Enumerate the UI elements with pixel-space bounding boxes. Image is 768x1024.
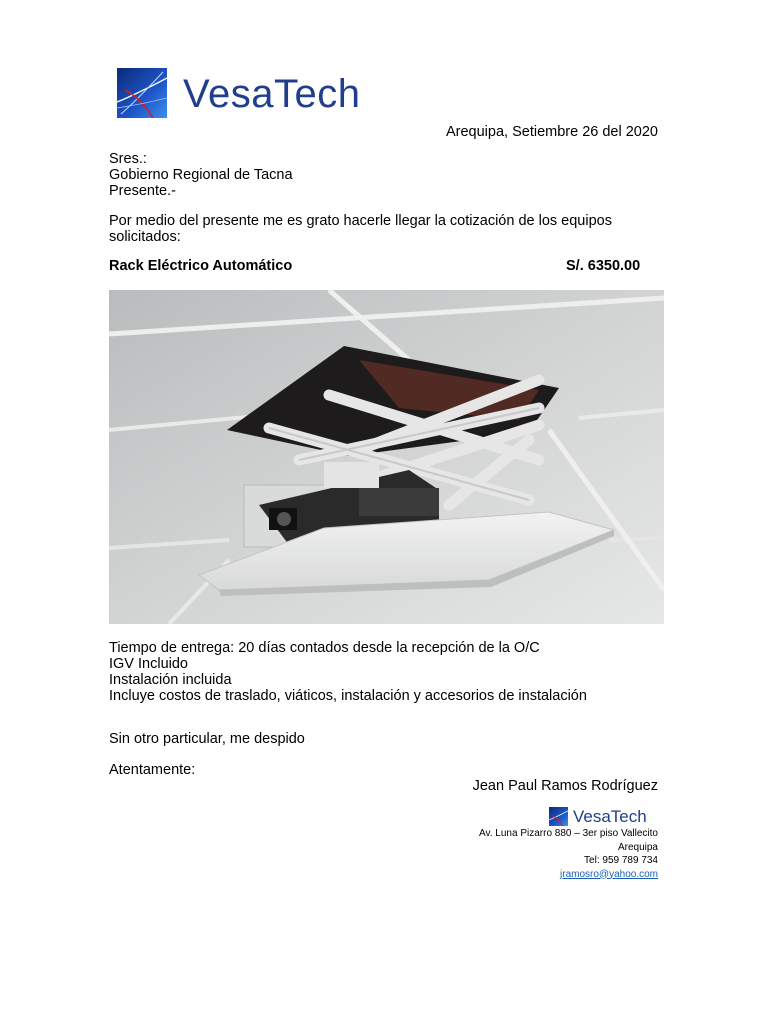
product-photo xyxy=(109,290,664,624)
contact-phone: Tel: 959 789 734 xyxy=(584,855,658,866)
addressee-salutation: Sres.: xyxy=(109,151,147,167)
vesatech-logo-icon xyxy=(117,68,167,118)
date-line: Arequipa, Setiembre 26 del 2020 xyxy=(445,124,658,140)
regards-line: Atentamente: xyxy=(109,762,196,778)
installation-note: Instalación incluida xyxy=(109,672,232,688)
footer-logo xyxy=(549,807,659,827)
tax-note: IGV Incluido xyxy=(109,656,188,672)
delivery-time-note: Tiempo de entrega: 20 días contados desde la recepción de la O/C xyxy=(109,640,540,656)
contact-city: Arequipa xyxy=(617,841,658,853)
addressee-presente: Presente.- xyxy=(109,183,176,199)
company-logo xyxy=(117,68,419,118)
addressee-block xyxy=(109,151,293,199)
conditions-list xyxy=(109,640,587,704)
costs-note: Incluye costos de traslado, viáticos, instalación y accesorios de instalación xyxy=(109,688,587,704)
product-price: S/. 6350.00 xyxy=(566,258,641,274)
logo-wordmark: VesaTech xyxy=(183,72,361,116)
addressee-organization: Gobierno Regional de Tacna xyxy=(109,167,293,183)
contact-block xyxy=(479,827,658,881)
intro-paragraph: Por medio del presente me es grato hacerle llegar la cotización de los equipos solicitados: xyxy=(109,213,612,245)
signer-name: Jean Paul Ramos Rodríguez xyxy=(472,778,658,794)
vesatech-small-logo-icon xyxy=(549,807,568,826)
product-name: Rack Eléctrico Automático xyxy=(109,258,293,274)
closing-line: Sin otro particular, me despido xyxy=(109,731,305,747)
footer-logo-wordmark: VesaTech xyxy=(573,807,647,826)
contact-email-link[interactable]: jramosro@yahoo.com xyxy=(560,868,658,880)
contact-address: Av. Luna Pizarro 880 – 3er piso Vallecito xyxy=(479,828,658,839)
